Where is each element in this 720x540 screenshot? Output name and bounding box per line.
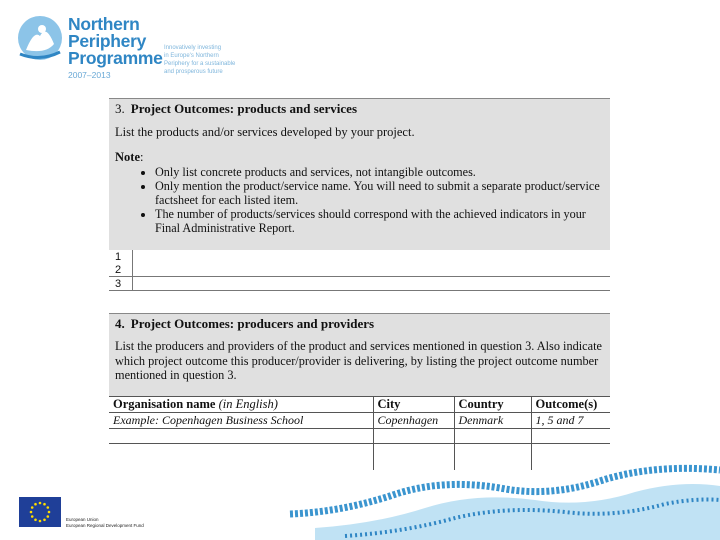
eu-caption-line-2: European Regional Development Fund — [66, 522, 144, 528]
table-row — [109, 413, 610, 429]
section-3-instructions — [109, 98, 610, 250]
logo-line-1: Northern — [68, 14, 140, 34]
section-4-number: 4. — [115, 316, 125, 331]
section-3-title-text: Project Outcomes: products and services — [130, 101, 358, 116]
table-row — [109, 263, 610, 277]
tagline-line-4: and prosperous future — [164, 69, 223, 75]
eu-caption-line-1: European Union — [66, 517, 99, 522]
eu-flag-icon — [19, 497, 61, 527]
header-org — [109, 397, 373, 413]
note-item: • Only mention the product/service name. You will need to submit a separate product/service factsheet for each listed item. — [155, 179, 610, 207]
note-colon: : — [140, 150, 144, 164]
product-cell[interactable] — [133, 263, 611, 277]
example-country[interactable]: Denmark — [454, 413, 531, 429]
logo-name — [68, 16, 163, 67]
eu-stars-icon — [19, 497, 61, 527]
note-label — [109, 140, 610, 165]
table-row — [109, 429, 610, 444]
npp-logo — [16, 14, 266, 84]
note-item: • The number of products/services should correspond with the achieved indicators in your Final Administrative Report. — [155, 207, 610, 235]
note-item: • Only list concrete products and services, not intangible outcomes. — [155, 165, 610, 179]
example-city[interactable]: Copenhagen — [373, 413, 454, 429]
example-outcome[interactable]: 1, 5 and 7 — [531, 413, 610, 429]
producers-table — [109, 396, 610, 470]
section-4-lead: List the producers and providers of the product and services mentioned in question 3. Also indicate which project outcome this producer/provider is delivering, by listing the project outcome number mentioned in question 3. — [115, 339, 602, 382]
tagline-line-1: Innovatively investing — [164, 45, 222, 51]
country-cell[interactable] — [454, 429, 531, 444]
section-3-title — [109, 99, 610, 117]
city-cell[interactable] — [373, 429, 454, 444]
row-number: 1 — [109, 250, 133, 263]
header-org-note: (in English) — [218, 397, 278, 411]
example-org[interactable]: Example: Copenhagen Business School — [109, 413, 373, 429]
table-row — [109, 250, 610, 263]
logo-line-2: Periphery — [68, 31, 147, 51]
header-city: City — [373, 397, 454, 413]
section-3-lead: List the products and/or services developed by your project. — [115, 125, 415, 139]
header-country: Country — [454, 397, 531, 413]
table-header-row — [109, 397, 610, 413]
org-cell[interactable] — [109, 429, 373, 444]
row-number: 3 — [109, 277, 133, 291]
row-number: 2 — [109, 263, 133, 277]
note-list — [109, 165, 610, 235]
section-4-instructions — [109, 313, 610, 396]
section-4-producers-providers — [109, 313, 610, 470]
outcome-cell[interactable] — [531, 429, 610, 444]
section-3-number: 3. — [115, 101, 125, 116]
npp-logo-mark-icon — [16, 14, 64, 66]
note-label-text: Note — [115, 150, 140, 164]
header-outcome: Outcome(s) — [531, 397, 610, 413]
eu-caption — [66, 517, 144, 528]
section-3-products-services — [109, 98, 610, 291]
logo-years: 2007–2013 — [68, 70, 111, 80]
header-org-text: Organisation name — [113, 397, 216, 411]
section-4-title — [109, 314, 610, 332]
products-table — [109, 250, 610, 291]
product-cell[interactable] — [133, 277, 611, 291]
tagline-line-2: in Europe's Northern — [164, 53, 219, 59]
logo-tagline — [164, 44, 264, 76]
decorative-wave-icon — [285, 462, 720, 540]
product-cell[interactable] — [133, 250, 611, 263]
tagline-line-3: Periphery for a sustainable — [164, 61, 236, 67]
section-4-title-text: Project Outcomes: producers and providers — [130, 316, 375, 331]
logo-line-3: Programme — [68, 48, 163, 68]
table-row — [109, 277, 610, 291]
